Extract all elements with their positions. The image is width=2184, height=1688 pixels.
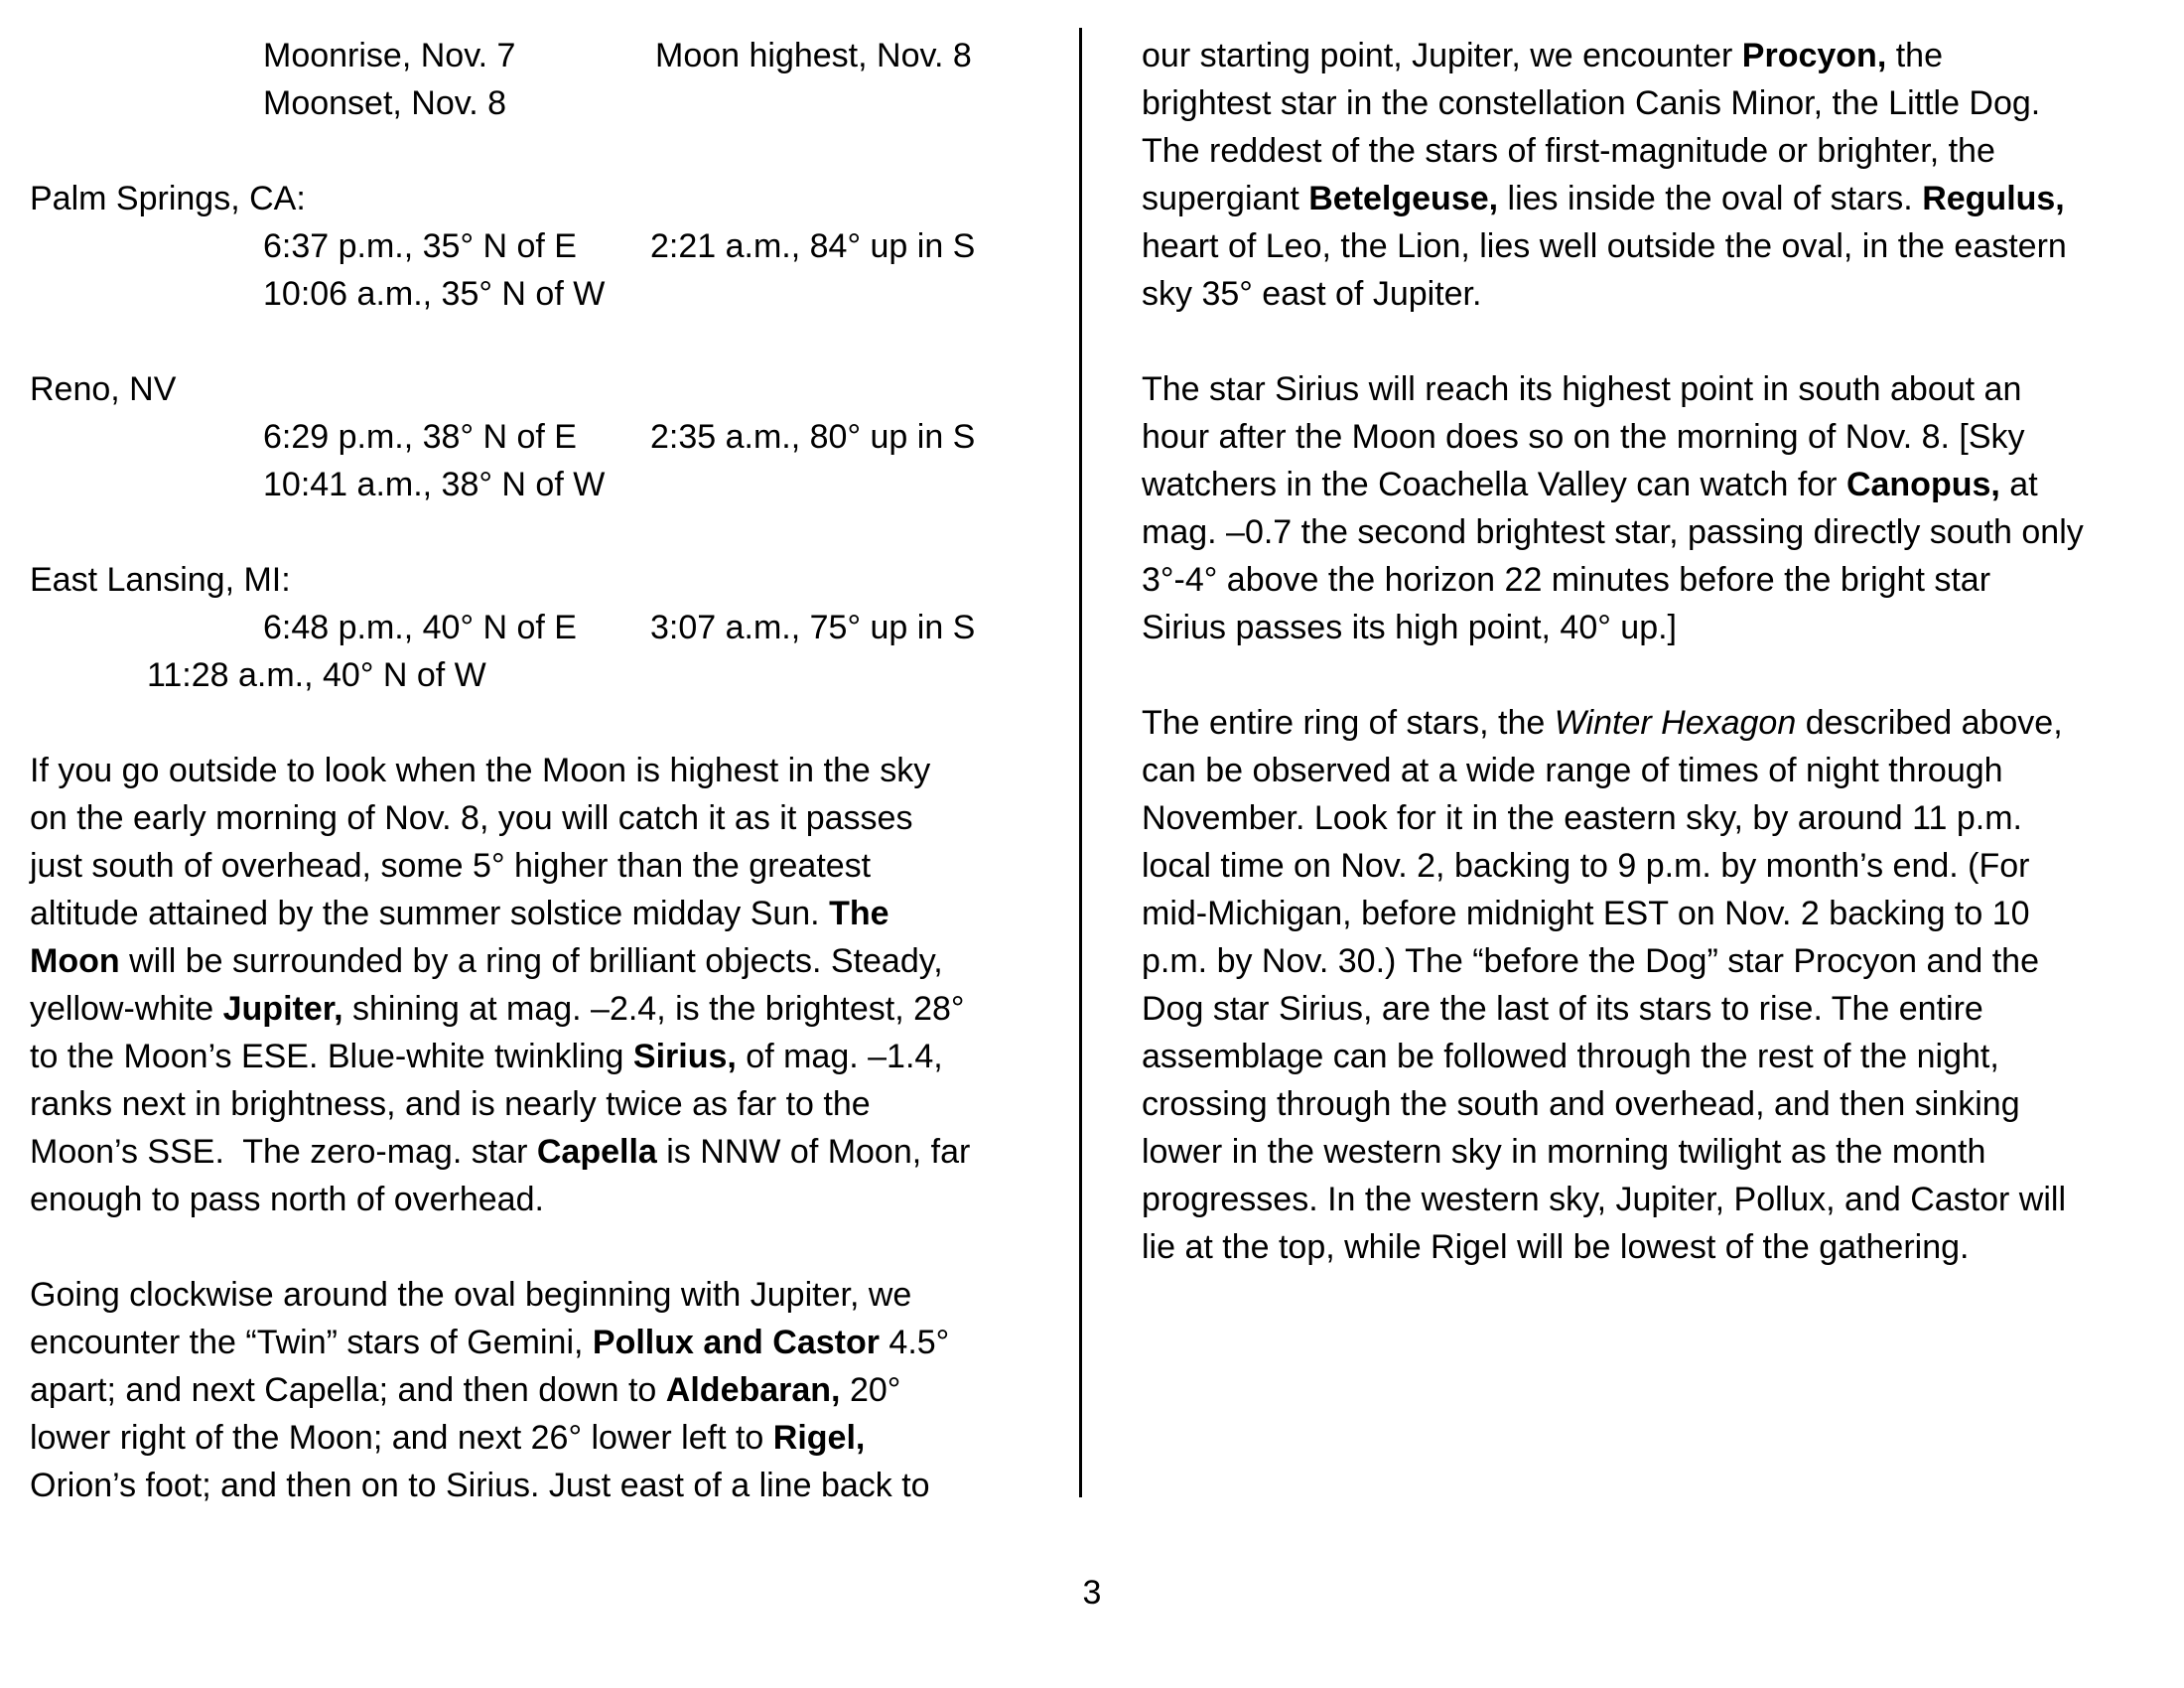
table-header-row-1 <box>30 32 1042 79</box>
moonrise-time: 6:29 p.m., 38° N of E <box>263 418 577 456</box>
text-line <box>1142 1080 2134 1128</box>
city-name-row <box>30 175 1042 222</box>
text-segment: watchers in the Coachella Valley can watch for <box>1142 466 1846 503</box>
paragraph-winter-hexagon <box>1142 699 2134 1271</box>
text-line <box>1142 1176 2134 1223</box>
text-line <box>30 1080 1042 1128</box>
text-segment: at <box>1999 466 2038 503</box>
text-segment: 20° <box>840 1371 901 1409</box>
text-segment: The star Sirius will reach its highest point in south about an <box>1142 370 2022 408</box>
city-times-row <box>30 604 1042 651</box>
moonset-header: Moonset, Nov. 8 <box>263 84 507 122</box>
text-line <box>1142 890 2134 937</box>
italic-text: Winter Hexagon <box>1554 704 1797 742</box>
text-line <box>1142 699 2134 747</box>
text-line <box>1142 937 2134 985</box>
text-segment: lies inside the oval of stars. <box>1498 180 1923 217</box>
text-line <box>1142 127 2134 175</box>
moonrise-header: Moonrise, Nov. 7 <box>263 37 516 74</box>
city-times-row <box>30 222 1042 270</box>
text-line <box>30 890 1042 937</box>
moonrise-time: 6:37 p.m., 35° N of E <box>263 227 577 265</box>
bold-text: The <box>829 895 889 932</box>
text-line <box>30 794 1042 842</box>
text-line <box>1142 32 2134 79</box>
text-segment: of mag. –1.4, <box>736 1038 943 1075</box>
text-segment: our starting point, Jupiter, we encounter <box>1142 37 1742 74</box>
text-segment: is NNW of Moon, far <box>656 1133 971 1171</box>
text-line <box>30 1033 1042 1080</box>
text-line <box>30 842 1042 890</box>
right-column <box>1142 32 2134 1319</box>
bold-text: Betelgeuse, <box>1308 180 1499 217</box>
text-segment: yellow-white <box>30 990 223 1028</box>
paragraph-procyon-betelgeuse <box>1142 32 2134 318</box>
text-segment: 3°-4° above the horizon 22 minutes before the bright star <box>1142 561 1991 599</box>
bold-text: Rigel, <box>772 1419 866 1457</box>
text-segment: mag. –0.7 the second brightest star, passing directly south only <box>1142 513 2084 551</box>
moon-times-table-header <box>30 32 1042 127</box>
text-segment: just south of overhead, some 5° higher than the greatest <box>30 847 872 885</box>
bold-text: Procyon, <box>1741 37 1887 74</box>
text-segment: The reddest of the stars of first-magnitude or brighter, the <box>1142 132 1995 170</box>
text-segment: p.m. by Nov. 30.) The “before the Dog” star Procyon and the <box>1142 942 2039 980</box>
city-moonset-row <box>30 270 1042 318</box>
text-segment: Orion’s foot; and then on to Sirius. Just east of a line back to <box>30 1467 930 1504</box>
city-moonset-row <box>30 461 1042 508</box>
bold-text: Canopus, <box>1845 466 2000 503</box>
text-segment: apart; and next Capella; and then down to <box>30 1371 666 1409</box>
text-line <box>30 1366 1042 1414</box>
city-block-palm-springs <box>30 175 1042 318</box>
text-segment: to the Moon’s ESE. Blue-white twinkling <box>30 1038 633 1075</box>
bold-text: Moon <box>30 942 120 980</box>
page-number: 3 <box>1082 1574 1102 1612</box>
text-segment: encounter the “Twin” stars of Gemini, <box>30 1324 593 1361</box>
text-segment: supergiant <box>1142 180 1309 217</box>
text-segment: progresses. In the western sky, Jupiter, Pollux, and Castor will <box>1142 1181 2066 1218</box>
text-segment: hour after the Moon does so on the morning of Nov. 8. [Sky <box>1142 418 2025 456</box>
paragraph-moon-highest <box>30 747 1042 1223</box>
text-segment: 4.5° <box>879 1324 950 1361</box>
left-column <box>30 32 1042 1557</box>
text-line <box>1142 508 2134 556</box>
moonset-time: 10:41 a.m., 38° N of W <box>263 466 606 503</box>
text-segment: If you go outside to look when the Moon is highest in the sky <box>30 752 931 789</box>
text-line <box>1142 413 2134 461</box>
moon-highest-time: 3:07 a.m., 75° up in S <box>650 609 976 646</box>
text-segment: lie at the top, while Rigel will be lowest of the gathering. <box>1142 1228 1970 1266</box>
table-header-row-2 <box>30 79 1042 127</box>
text-line <box>30 985 1042 1033</box>
paragraph-sirius-canopus <box>1142 365 2134 651</box>
text-line <box>1142 79 2134 127</box>
city-name: Reno, NV <box>30 370 177 408</box>
text-line <box>1142 1223 2134 1271</box>
text-line <box>1142 461 2134 508</box>
bold-text: Jupiter, <box>222 990 343 1028</box>
text-segment: mid-Michigan, before midnight EST on Nov. 2 backing to 10 <box>1142 895 2030 932</box>
city-name-row <box>30 365 1042 413</box>
text-segment: shining at mag. –2.4, is the brightest, 28° <box>342 990 965 1028</box>
moon-highest-time: 2:35 a.m., 80° up in S <box>650 418 976 456</box>
moon-highest-time: 2:21 a.m., 84° up in S <box>650 227 976 265</box>
city-block-east-lansing <box>30 556 1042 699</box>
text-segment: sky 35° east of Jupiter. <box>1142 275 1482 313</box>
bold-text: Regulus, <box>1922 180 2065 217</box>
text-segment: heart of Leo, the Lion, lies well outside the oval, in the eastern <box>1142 227 2067 265</box>
moon-highest-header: Moon highest, Nov. 8 <box>655 37 972 74</box>
text-segment: Sirius passes its high point, 40° up.] <box>1142 609 1678 646</box>
city-name-row <box>30 556 1042 604</box>
city-name: East Lansing, MI: <box>30 561 291 599</box>
text-line <box>1142 842 2134 890</box>
text-segment: the <box>1886 37 1943 74</box>
text-line <box>30 1414 1042 1462</box>
text-segment: assemblage can be followed through the rest of the night, <box>1142 1038 1999 1075</box>
text-line <box>30 937 1042 985</box>
text-line <box>1142 222 2134 270</box>
text-segment: The entire ring of stars, the <box>1142 704 1555 742</box>
text-segment: crossing through the south and overhead, and then sinking <box>1142 1085 2020 1123</box>
text-line <box>1142 1128 2134 1176</box>
text-line <box>1142 747 2134 794</box>
text-line <box>30 1271 1042 1319</box>
text-segment: local time on Nov. 2, backing to 9 p.m. by month’s end. (For <box>1142 847 2030 885</box>
text-segment: will be surrounded by a ring of brilliant objects. Steady, <box>119 942 943 980</box>
text-segment: enough to pass north of overhead. <box>30 1181 544 1218</box>
text-segment: lower in the western sky in morning twilight as the month <box>1142 1133 1986 1171</box>
text-line <box>30 747 1042 794</box>
paragraph-clockwise-oval <box>30 1271 1042 1509</box>
bold-text: Aldebaran, <box>665 1371 841 1409</box>
text-line <box>1142 794 2134 842</box>
text-line <box>30 1176 1042 1223</box>
bold-text: Pollux and Castor <box>592 1324 880 1361</box>
moonrise-time: 6:48 p.m., 40° N of E <box>263 609 577 646</box>
text-line <box>30 1319 1042 1366</box>
text-segment: on the early morning of Nov. 8, you will catch it as it passes <box>30 799 913 837</box>
text-segment: lower right of the Moon; and next 26° lower left to <box>30 1419 773 1457</box>
moonset-time: 11:28 a.m., 40° N of W <box>147 656 486 694</box>
text-line <box>1142 1033 2134 1080</box>
text-segment: Going clockwise around the oval beginning with Jupiter, we <box>30 1276 912 1314</box>
text-segment: brightest star in the constellation Canis Minor, the Little Dog. <box>1142 84 2041 122</box>
text-line <box>30 1462 1042 1509</box>
text-segment: can be observed at a wide range of times of night through <box>1142 752 2003 789</box>
text-line <box>30 1128 1042 1176</box>
text-segment: November. Look for it in the eastern sky, by around 11 p.m. <box>1142 799 2022 837</box>
text-segment: ranks next in brightness, and is nearly twice as far to the <box>30 1085 871 1123</box>
city-moonset-row <box>30 651 1042 699</box>
text-segment: described above, <box>1796 704 2063 742</box>
bold-text: Sirius, <box>632 1038 737 1075</box>
column-divider <box>1079 28 1082 1497</box>
city-times-row <box>30 413 1042 461</box>
text-line <box>1142 556 2134 604</box>
city-name: Palm Springs, CA: <box>30 180 306 217</box>
text-line <box>1142 175 2134 222</box>
text-line <box>1142 365 2134 413</box>
moonset-time: 10:06 a.m., 35° N of W <box>263 275 606 313</box>
text-line <box>1142 985 2134 1033</box>
text-segment: altitude attained by the summer solstice midday Sun. <box>30 895 830 932</box>
city-block-reno <box>30 365 1042 508</box>
text-segment: Dog star Sirius, are the last of its stars to rise. The entire <box>1142 990 1983 1028</box>
bold-text: Capella <box>536 1133 657 1171</box>
text-line <box>1142 604 2134 651</box>
text-segment: Moon’s SSE. The zero-mag. star <box>30 1133 537 1171</box>
text-line <box>1142 270 2134 318</box>
